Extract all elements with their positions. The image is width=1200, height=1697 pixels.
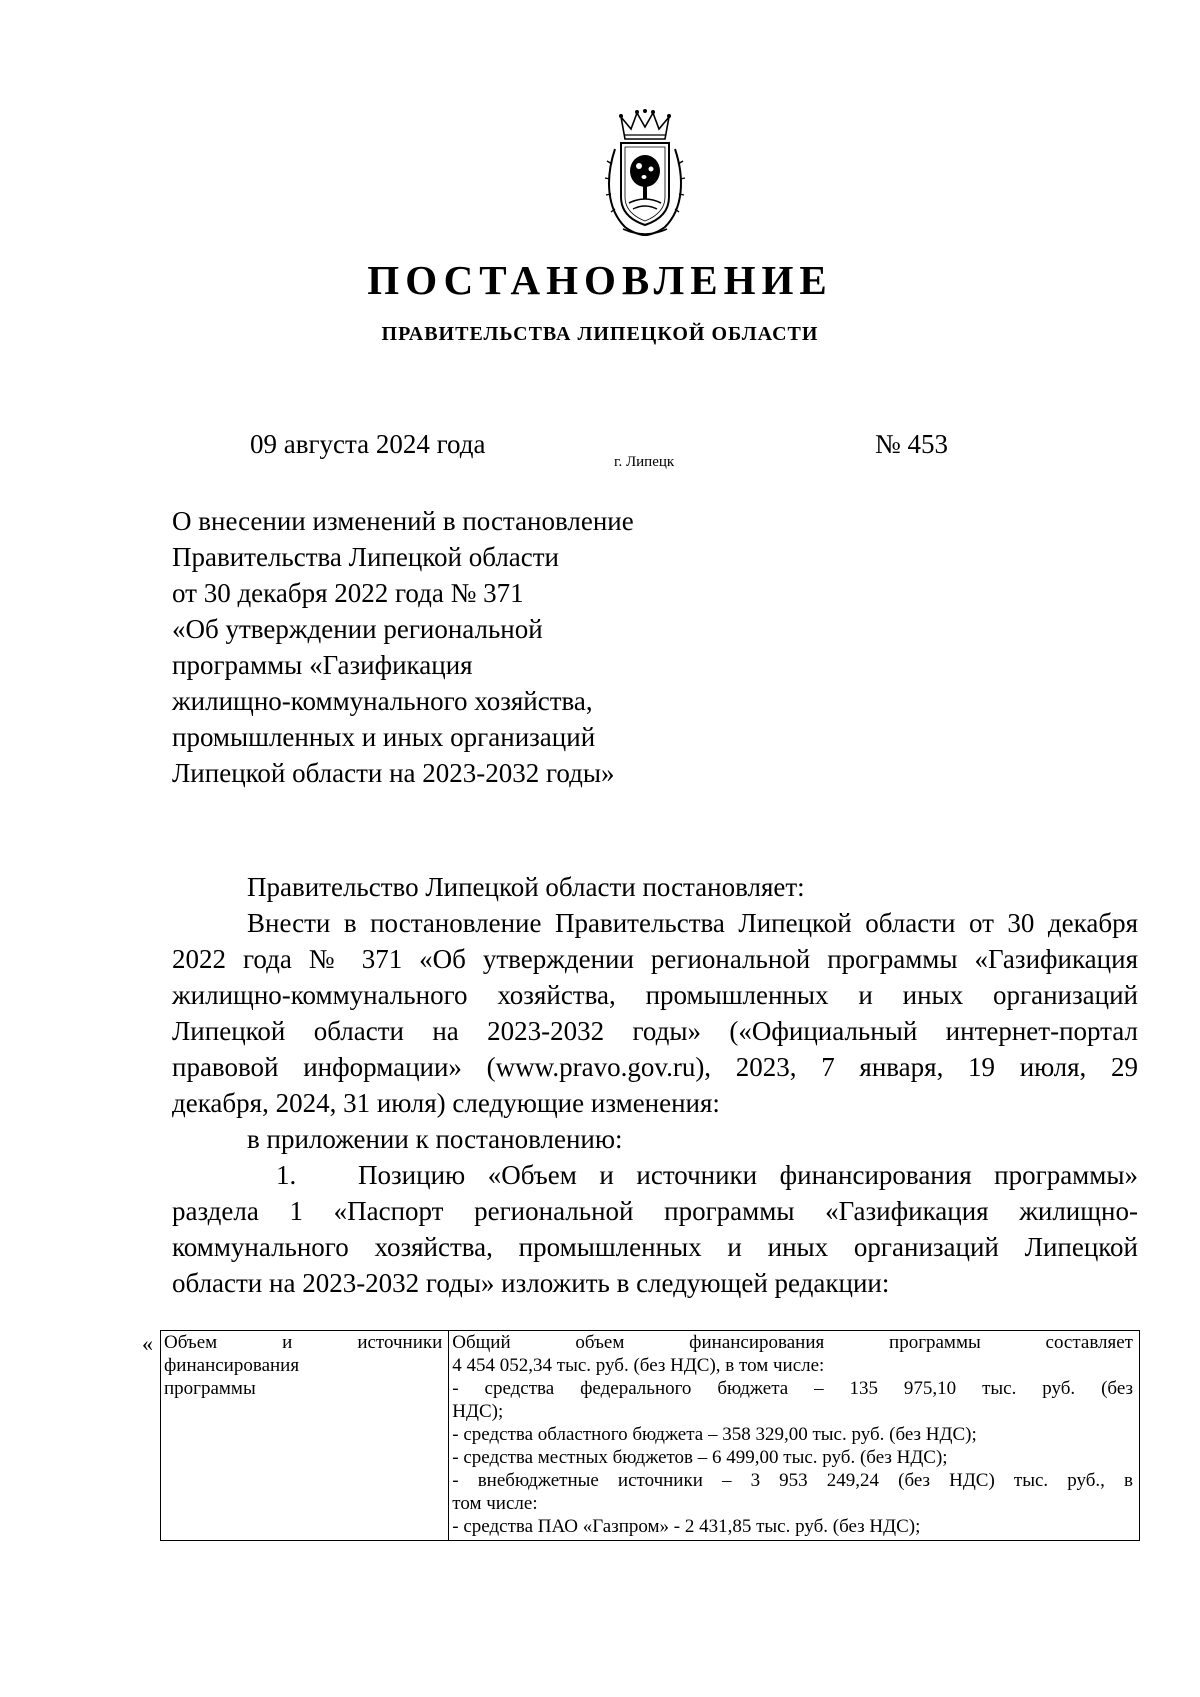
table-cell-line: финансирования bbox=[164, 1355, 300, 1376]
table-cell-line: - средства ПАО «Газпром» - 2 431,85 тыс. руб. (без НДС); bbox=[452, 1516, 921, 1537]
body-line: Липецкой области на 2023-2032 годы» («Официальный интернет-портал bbox=[172, 1016, 1138, 1046]
body-line: раздела 1 «Паспорт региональной программы «Газификация жилищно- bbox=[172, 1196, 1138, 1226]
document-subject bbox=[172, 503, 732, 791]
body-line: жилищно-коммунального хозяйства, промышленных и иных организаций bbox=[172, 980, 1138, 1010]
document-number: № 453 bbox=[875, 429, 949, 459]
subject-line: О внесении изменений в постановление bbox=[172, 506, 634, 536]
preamble: Правительство Липецкой области постановляет: bbox=[247, 872, 805, 902]
table-cell-content bbox=[449, 1331, 1140, 1541]
subject-line: «Об утверждении региональной bbox=[172, 614, 543, 644]
table-cell-line: Общий объем финансирования программы составляет bbox=[452, 1332, 1133, 1353]
item-1-first-line bbox=[172, 1157, 1138, 1193]
table-cell-line: НДС); bbox=[452, 1401, 504, 1422]
subject-line: промышленных и иных организаций bbox=[172, 722, 596, 752]
body-line: коммунального хозяйства, промышленных и иных организаций Липецкой bbox=[172, 1232, 1138, 1262]
body-line: Внести в постановление Правительства Липецкой области от 30 декабря bbox=[247, 908, 1138, 938]
table-cell-position bbox=[161, 1331, 449, 1541]
table-row bbox=[161, 1331, 1140, 1541]
table-cell-line: - внебюджетные источники – 3 953 249,24 (без НДС) тыс. руб., в bbox=[452, 1470, 1133, 1491]
body-line: декабря, 2024, 31 июля) следующие изменения: bbox=[172, 1088, 720, 1118]
subject-line: Правительства Липецкой области bbox=[172, 542, 560, 572]
item-number: 1. bbox=[276, 1160, 297, 1190]
lipetsk-coat-of-arms-icon bbox=[603, 109, 687, 239]
table-cell-line: том числе: bbox=[452, 1493, 538, 1514]
body-line: правовой информации» (www.pravo.gov.ru), 2023, 7 января, 19 июля, 29 bbox=[172, 1052, 1138, 1082]
body-line: Позицию «Объем и источники финансирования программы» bbox=[358, 1160, 1138, 1190]
appendix-intro: в приложении к постановлению: bbox=[247, 1124, 623, 1154]
subject-line: Липецкой области на 2023-2032 годы» bbox=[172, 758, 615, 788]
subject-line: программы «Газификация bbox=[172, 650, 473, 680]
table-cell-line: 4 454 052,34 тыс. руб. (без НДС), в том числе: bbox=[452, 1355, 825, 1376]
document-body bbox=[172, 869, 1138, 1301]
funding-table bbox=[160, 1330, 1140, 1541]
document-date: 09 августа 2024 года bbox=[250, 429, 486, 459]
body-line: области на 2023-2032 годы» изложить в следующей редакции: bbox=[172, 1268, 890, 1298]
subject-line: от 30 декабря 2022 года № 371 bbox=[172, 578, 524, 608]
issuing-authority: ПРАВИТЕЛЬСТВА ЛИПЕЦКОЙ ОБЛАСТИ bbox=[381, 323, 819, 345]
document-title: ПОСТАНОВЛЕНИЕ bbox=[367, 257, 833, 303]
table-cell-line: - средства областного бюджета – 358 329,00 тыс. руб. (без НДС); bbox=[452, 1424, 977, 1445]
opening-quote: « bbox=[142, 1331, 153, 1356]
body-line: 2022 года № 371 «Об утверждении региональной программы «Газификация bbox=[172, 944, 1138, 974]
table-cell-line: программы bbox=[164, 1378, 256, 1399]
subject-line: жилищно-коммунального хозяйства, bbox=[172, 686, 593, 716]
table-cell-line: Объем и источники bbox=[164, 1332, 443, 1353]
table-cell-line: - средства местных бюджетов – 6 499,00 тыс. руб. (без НДС); bbox=[452, 1447, 948, 1468]
table-cell-line: - средства федерального бюджета – 135 975,10 тыс. руб. (без bbox=[452, 1378, 1133, 1399]
document-city: г. Липецк bbox=[614, 454, 675, 470]
